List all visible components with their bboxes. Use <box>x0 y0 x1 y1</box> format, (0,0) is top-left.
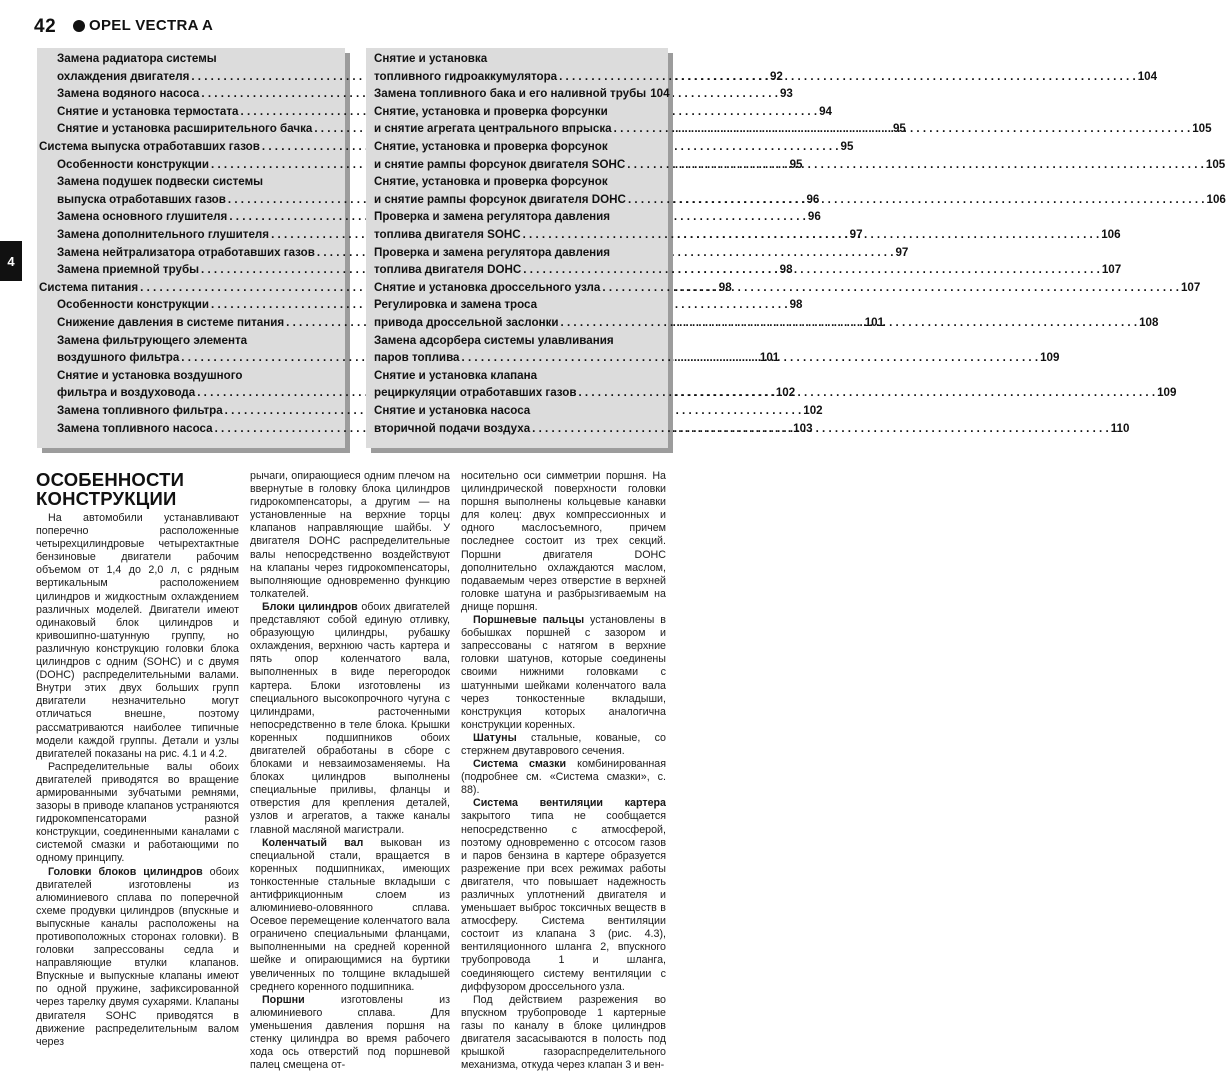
body-paragraph <box>36 761 239 866</box>
toc-page-number: 105 <box>1205 157 1226 171</box>
paragraph-text: рычаги, опирающиеся одним плечом на ввернутые в головку блока цилиндров гидрокомпенсаторы, а другим — на установленные на верхние торцы клапанов направляющие шайбы. У двигателя DOHC распределительные валы непосредственно воздействуют на клапаны через гидрокомпенсаторы, выполняющие одновременно функцию толкателей. <box>250 470 450 600</box>
toc-leader-dots <box>462 349 1039 367</box>
toc-entry-title: паров топлива <box>374 351 460 365</box>
toc-entry-title: Снятие и установка термостата <box>57 104 239 118</box>
section-title-line: ОСОБЕННОСТИ <box>36 469 185 490</box>
chapter-tab: 4 <box>0 241 22 281</box>
paragraph-text: Под действием разрежения во впускном трубопроводе 1 картерные газы по каналу в блоке цилиндров двигателя засасываются в полость под крышкой газораспределительного механизма, откуда через клапан 3 и вен- <box>461 993 666 1072</box>
toc-leader-dots <box>602 279 1179 297</box>
toc-entry-title: Проверка и замена регулятора давления <box>374 245 611 259</box>
toc-leader-dots <box>614 120 1191 138</box>
toc-entry-title: Замена дополнительного глушителя <box>57 228 270 241</box>
book-title: OPEL VECTRA A <box>89 17 214 34</box>
toc-page-number: 97 <box>849 228 863 241</box>
toc-entry-title: Снятие и установка <box>374 52 488 65</box>
toc-page-number: 93 <box>779 87 793 101</box>
section-title <box>36 470 184 508</box>
body-paragraph <box>36 866 239 1049</box>
toc-entry-title: Замена топливного бака и его наливной трубы <box>374 87 647 101</box>
toc-leader-dots <box>523 261 1100 279</box>
paragraph-text: стальные, кованые, со стержнем двутаврового сечения. <box>461 731 666 757</box>
paragraph-text: выкован из специальной стали, вращается в коренных подшипниках, имеющих тонкостенные стальные вкладыши с антифрикционным слоем из алюминиево-оловянного сплава. Осевое перемещение коленчатого вала ограничено специальными фланцами, выполненными на средней коренной шейке и опирающимися на буртики увеличенных по толщине вкладышей среднего коренного подшипника. <box>250 836 451 993</box>
toc-entry-title: Замена топливного фильтра <box>57 404 223 417</box>
page-number: 42 <box>34 16 57 37</box>
toc-page-number: 106 <box>1206 192 1226 206</box>
toc-entry-title: Проверка и замена регулятора давления <box>374 210 611 224</box>
toc-entry-title: Снятие, установка и проверка форсунок <box>374 140 608 153</box>
body-paragraph <box>250 601 450 837</box>
toc-page-number: 104 <box>1137 69 1158 83</box>
body-paragraph <box>461 470 666 614</box>
text-column-2 <box>250 470 450 1072</box>
toc-page-number: 109 <box>1157 386 1177 400</box>
toc-page-number: 98 <box>779 263 793 277</box>
paragraph-lead-term: Поршни <box>262 993 305 1006</box>
toc-entry-title: Замена топливного насоса <box>57 421 213 435</box>
paragraph-text: обоих двигателей изготовлены из алюминиевого сплава по поперечной схеме продувки цилиндров (впускные и выпускные каналы расположены на противоположных сторонах головки). В головки запрессованы седла и направляющие втулки клапанов. Впускные и выпускные клапаны имеют по одной пружине, зафиксированной через тарелку двумя сухарями. Клапаны двигателя SOHC приводятся в движение распределительным валом через <box>36 865 240 1048</box>
toc-entry-title: фильтра и воздуховода <box>57 386 196 400</box>
paragraph-lead-term: Система вентиляции картера <box>473 797 666 810</box>
toc-entry-title: Замена нейтрализатора отработавших газов <box>57 245 315 259</box>
paragraph-text: На автомобили устанавливают поперечно расположенные четырехцилиндровые четырехтактные бензиновые двигатели рабочим объемом от 1,4 до 2,0 л, с рядным вертикальным расположением цилиндров и жидкостным охлаждением различных моделей. Двигатели имеют одинаковый блок цилиндров и кривошипно-шатунную группу, но различную конструкцию головки блока цилиндров с одним (SOHC) и с двумя (DOHC) распределительными валами. Внутри этих двух больших групп двигатели незначительно могут отличаться внешне, поэтому рассматриваются наиболее типичные модели каждой группы. Детали и узлы двигателей показаны на рис. 4.1 и 4.2. <box>36 512 239 760</box>
body-paragraph <box>461 732 666 758</box>
paragraph-text: закрытого типа не сообщается непосредственно с атмосферой, поэтому одновременно с отсосом газов и паров бензина в картере образуется разрежение при всех режимах работы двигателя, что повышает надежность различных уплотнений двигателя и уменьшает выброс токсичных веществ в атмосферу. Система вентиляции состоит из клапана 3 (рис. 4.3), вентиляционного шланга 2, впускного трубопровода 1 и шланга, соединяющего систему вентиляции с диффузором дроссельного узла. <box>461 810 666 993</box>
toc-page-number: 107 <box>1101 263 1122 277</box>
toc-entry-title: Снятие и установка дроссельного узла <box>374 280 601 294</box>
toc-page-number: 101 <box>864 316 885 329</box>
toc-page-number: 95 <box>840 140 854 153</box>
toc-page-number: 101 <box>759 351 780 365</box>
toc-leader-dots <box>578 384 1155 402</box>
toc-leader-dots <box>523 226 1100 244</box>
toc-entry-title: Снятие, установка и проверка форсунки <box>374 104 608 118</box>
toc-entry-title: вторичной подачи воздуха <box>374 421 531 435</box>
toc-entry-title: Снятие и установка клапана <box>374 368 538 382</box>
body-paragraph <box>250 470 450 601</box>
paragraph-text: обоих двигателей представляют собой единую отливку, образующую цилиндры, рубашку охлаждения, верхнюю часть картера и пять опор коленчатого вала, выполненных в виде перегородок картера. Блоки изготовлены из специального высокопрочного чугуна с цилиндрами, расточенными непосредственно в теле блока. Крышки коренных подшипников обоих двигателей обработаны в сборе с блоками и невзаимозаменяемы. На блоках цилиндров выполнены специальные приливы, фланцы и отверстия для крепления деталей, узлов и агрегатов, а также каналы главной масляной магистрали. <box>250 600 450 836</box>
paragraph-lead-term: Поршневые пальцы <box>473 614 585 627</box>
toc-page-number: 102 <box>775 386 796 400</box>
body-paragraph <box>461 994 666 1072</box>
toc-page-number: 98 <box>789 298 803 312</box>
paragraph-text: установлены в бобышках поршней с зазором и запрессованы с натягом в верхние головки шатунов, которые соединены своими нижними головками с шатунными шейками коленчатого вала через тонкостенные вкладыши, конструкция которых аналогична конструкции коренных. <box>461 614 666 731</box>
toc-entry-title: рециркуляции отработавших газов <box>374 386 577 400</box>
toc-leader-dots <box>559 68 1136 86</box>
toc-page-number: 98 <box>718 280 732 294</box>
toc-entry-title: Замена адсорбера системы улавливания <box>374 333 614 347</box>
toc-entry-title: Особенности конструкции <box>57 298 209 312</box>
body-paragraph <box>250 994 450 1072</box>
toc-page-number: 95 <box>789 157 803 171</box>
toc-leader-dots <box>561 314 1138 332</box>
toc-entry-title: привода дроссельной заслонки <box>374 315 559 329</box>
toc-page-number: 110 <box>1110 421 1130 435</box>
toc-page-number: 108 <box>1139 315 1159 329</box>
toc-page-number: 92 <box>769 69 783 83</box>
toc-entry-title: выпуска отработавших газов <box>57 192 226 206</box>
toc-entry-title: Замена основного глушителя <box>57 210 228 224</box>
toc-entry-title: Снижение давления в системе питания <box>57 316 285 329</box>
toc-page-number: 96 <box>806 192 820 206</box>
toc-page-number: 107 <box>1180 280 1201 294</box>
body-paragraph <box>36 512 239 761</box>
toc-entry-title: Замена радиатора системы <box>57 52 217 65</box>
toc-entry-title: Замена подушек подвески системы <box>57 175 264 189</box>
text-column-1 <box>36 512 239 1049</box>
toc-entry-title: Система выпуска отработавших газов <box>39 140 260 153</box>
toc-entry <box>374 85 670 103</box>
toc-page-number: 97 <box>895 245 909 259</box>
paragraph-text: комбинированная (подробнее см. «Система смазки», с. 88). <box>461 758 667 797</box>
toc-entry-title: Снятие и установка воздушного <box>57 368 243 382</box>
toc-entry-title: топливного гидроаккумулятора <box>374 69 558 83</box>
toc-entry-title: воздушного фильтра <box>57 351 180 365</box>
toc-entry-title: Система питания <box>39 280 139 294</box>
toc-entry-title: Снятие и установка насоса <box>374 404 531 417</box>
toc-entry-title: Особенности конструкции <box>57 157 209 171</box>
body-paragraph <box>250 837 450 994</box>
bullet-dot-icon <box>73 20 85 32</box>
toc-entry-title: Замена приемной трубы <box>57 263 200 277</box>
body-paragraph <box>461 758 666 797</box>
body-paragraph <box>461 614 666 732</box>
page-header <box>0 0 700 44</box>
toc-entry-title: и снятие рампы форсунок двигателя DOHC <box>374 192 626 206</box>
toc-page-number: 106 <box>1101 227 1121 241</box>
paragraph-lead-term: Коленчатый вал <box>262 836 364 849</box>
paragraph-lead-term: Шатуны <box>473 731 517 744</box>
toc-page-number: 94 <box>819 104 832 118</box>
toc-page-number: 96 <box>807 210 821 224</box>
toc-page-number: 105 <box>1192 122 1212 136</box>
toc-page-number: 103 <box>793 421 813 435</box>
text-column-3 <box>461 470 666 1072</box>
toc-page-number: 102 <box>803 404 823 417</box>
toc-entry-title: Замена водяного насоса <box>57 87 200 101</box>
toc-entry-title: и снятие агрегата центрального впрыска <box>374 122 612 136</box>
toc-page-number: 109 <box>1040 351 1060 365</box>
toc-page-number: 104 <box>650 87 670 101</box>
toc-leader-dots <box>532 420 1109 438</box>
paragraph-lead-term: Головки блоков цилиндров <box>48 865 203 878</box>
toc-page-number: 95 <box>892 122 906 136</box>
paragraph-text: носительно оси симметрии поршня. На цилиндрической поверхности головки поршня выполнены кольцевые канавки для колец: двух компрессионных и одного маслосъемного, причем последнее состоит из трех секций. Поршни двигателя DOHC дополнительно охлаждаются маслом, подаваемым через отверстие в верхней головке шатуна и разбрызгиваемым на днище поршня. <box>461 470 666 613</box>
toc-entry-title: топлива двигателя DOHC <box>374 263 522 277</box>
toc-entry-title: топлива двигателя SOHC <box>374 227 521 241</box>
toc-entry-title: Регулировка и замена троса <box>374 298 538 312</box>
paragraph-lead-term: Блоки цилиндров <box>262 600 358 613</box>
toc-leader-dots <box>628 191 1205 209</box>
toc-entry-title: Снятие, установка и проверка форсунок <box>374 175 608 189</box>
paragraph-text: Распределительные валы обоих двигателей приводятся во вращение армированными зубчатыми ремнями, зазоры в приводе клапанов устраняются гидрокомпенсаторами разной конструкции, соединенными каналами с системой смазки и работающими по одному принципу. <box>36 760 239 865</box>
paragraph-lead-term: Система смазки <box>473 758 567 771</box>
section-title-line: КОНСТРУКЦИИ <box>36 488 177 509</box>
toc-entry-title: и снятие рампы форсунок двигателя SOHC <box>374 157 626 171</box>
toc-leader-dots <box>627 156 1204 174</box>
toc-entry-title: Замена фильтрующего элемента <box>57 333 248 347</box>
toc-entry-title: охлаждения двигателя <box>57 69 190 83</box>
body-paragraph <box>461 797 666 993</box>
paragraph-text: изготовлены из алюминиевого сплава. Для уменьшения давления поршня на стенку цилиндра во время рабочего хода ось отверстий под поршневой палец смещена от- <box>250 993 450 1072</box>
toc-entry-title: Снятие и установка расширительного бачка <box>57 122 313 136</box>
